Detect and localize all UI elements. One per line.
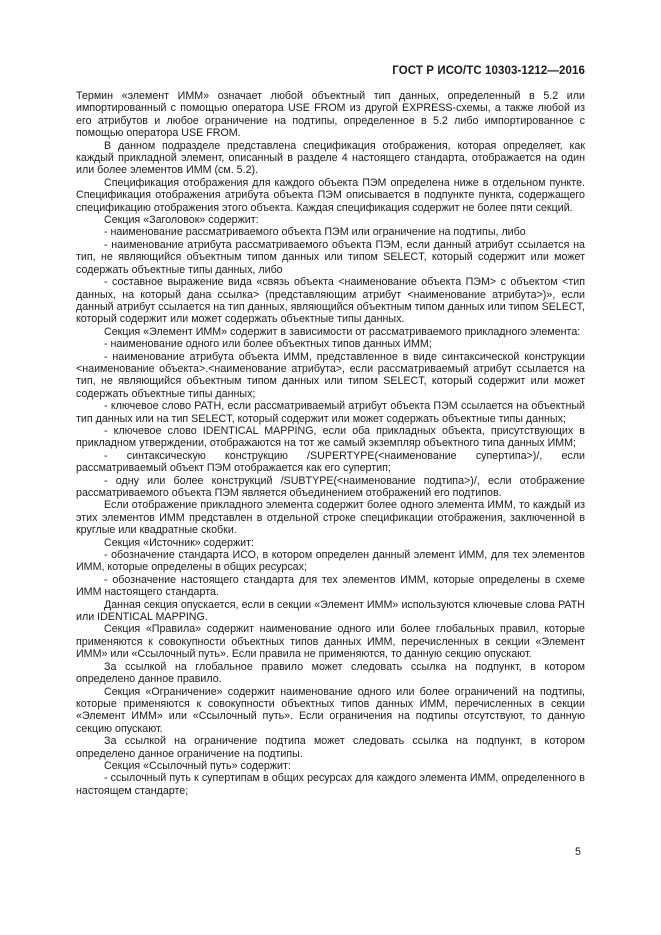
paragraph: - наименование атрибута рассматриваемого объекта ПЭМ, если данный атрибут ссылается на тип, не являющийся объектным типом данных или типом SELECT, который содержит или может содержать объектные типы данных, либо [76,238,585,276]
paragraph: - обозначение стандарта ИСО, в котором определен данный элемент ИММ, для тех элементов ИММ, которые определены в общих ресурсах; [76,549,585,574]
paragraph: Секция «Заголовок» содержит: [104,214,259,227]
paragraph: Данная секция опускается, если в секции «Элемент ИММ» используются ключевые слова PATH или IDENTICAL MAPPING. [76,598,585,624]
paragraph: Секция «Ограничение» содержит наименование одного или более ограничений на подтипы, которые применяются к совокупности объектных типов данных ИММ, перечисленных в секции «Элемент ИММ» или «Ссылочный путь». Если ограничения на подтипы отсутствуют, то данную секцию опускают. [76,685,585,735]
paragraph: Термин «элемент ИММ» означает любой объектный тип данных, определенный в 5.2 или импортированный с помощью оператора USE FROM из другой EXPRESS-схемы, а также любой из его атрибутов и любое ограничение на подтипы, определенное в 5.2 либо импортированное с помощью оператора USE FROM. [76,90,585,140]
document-header: ГОСТ Р ИСО/ТС 10303-1212—2016 [392,65,585,77]
paragraph: За ссылкой на глобальное правило может следовать ссылка на подпункт, в котором определено данное правило. [76,660,585,686]
paragraph: - ссылочный путь к супертипам в общих ресурсах для каждого элемента ИММ, определенного в настоящем стандарте; [76,772,585,797]
paragraph: Секция «Источник» содержит: [104,536,254,549]
paragraph: - синтаксическую конструкцию /SUPERTYPE(<наименование супертипа>)/, если рассматриваемый объект ПЭМ отображается как его супертип; [76,449,585,475]
paragraph: - ключевое слово IDENTICAL MAPPING, если оба прикладных объекта, присутствующих в прикладном утверждении, отображаются на тот же самый экземпляр объектного типа данных ИММ; [76,424,585,450]
paragraph: - наименование рассматриваемого объекта ПЭМ или ограничение на подтипы, либо [104,226,526,239]
page-number: 5 [575,846,581,858]
paragraph: - наименование одного или более объектных типов данных ИММ; [104,338,432,351]
paragraph: Секция «Правила» содержит наименование одного или более глобальных правил, которые применяются к совокупности объектных типов данных ИММ, перечисленных в секции «Элемент ИММ» или «Ссылочный путь». Если правила не применяются, то данную секцию опускают. [76,623,585,661]
paragraph: - одну или более конструкций /SUBTYPE(<наименование подтипа>)/, если отображение рассматриваемого объекта ПЭМ является объединением отображений его подтипов. [76,474,585,499]
paragraph: Спецификация отображения для каждого объекта ПЭМ определена ниже в отдельном пункте. Спецификация отображения атрибута объекта ПЭМ описывается в подпункте пункта, содержащего спецификацию отображения этого объекта. Каждая спецификация содержит не более пяти секций. [76,176,585,214]
paragraph: В данном подразделе представлена спецификация отображения, которая определяет, как каждый прикладной элемент, описанный в разделе 4 настоящего стандарта, отображается на один или более элементов ИММ (см. 5.2). [76,139,585,177]
paragraph: - обозначение настоящего стандарта для тех элементов ИММ, которые определены в схеме ИММ настоящего стандарта. [76,573,585,599]
paragraph: Секция «Элемент ИММ» содержит в зависимости от рассматриваемого прикладного элемента: [104,325,581,338]
paragraph: - составное выражение вида «связь объекта <наименование объекта ПЭМ> с объектом <тип данных, на который дана ссылка> (представляющим атрибут <наименование атрибута>)», если данный атрибут ссылается на тип данных, являющийся объектным типом данных или типом SELECT, который содержит или может содержать объектные типы данных. [76,276,585,326]
paragraph: - ключевое слово PATH, если рассматриваемый атрибут объекта ПЭМ ссылается на объектный тип данных или на тип SELECT, который содержит или может содержать объектные типы данных; [76,400,585,425]
paragraph: Секция «Ссылочный путь» содержит: [104,759,291,772]
paragraph: - наименование атрибута объекта ИММ, представленное в виде синтаксической конструкции <наименование объекта>.<наименование атрибута>, если рассматриваемый атрибут ссылается на тип, не являющийся объектным типом данных или типом SELECT, который содержит или может содержать объектные типы данных; [76,350,585,400]
paragraph: За ссылкой на ограничение подтипа может следовать ссылка на подпункт, в котором определено данное ограничение на подтипы. [76,735,585,760]
page-body [76,90,585,797]
paragraph: Если отображение прикладного элемента содержит более одного элемента ИММ, то каждый из этих элементов ИММ представлен в отдельной строке спецификации отображения, заключенной в круглые или квадратные скобки. [76,499,585,537]
